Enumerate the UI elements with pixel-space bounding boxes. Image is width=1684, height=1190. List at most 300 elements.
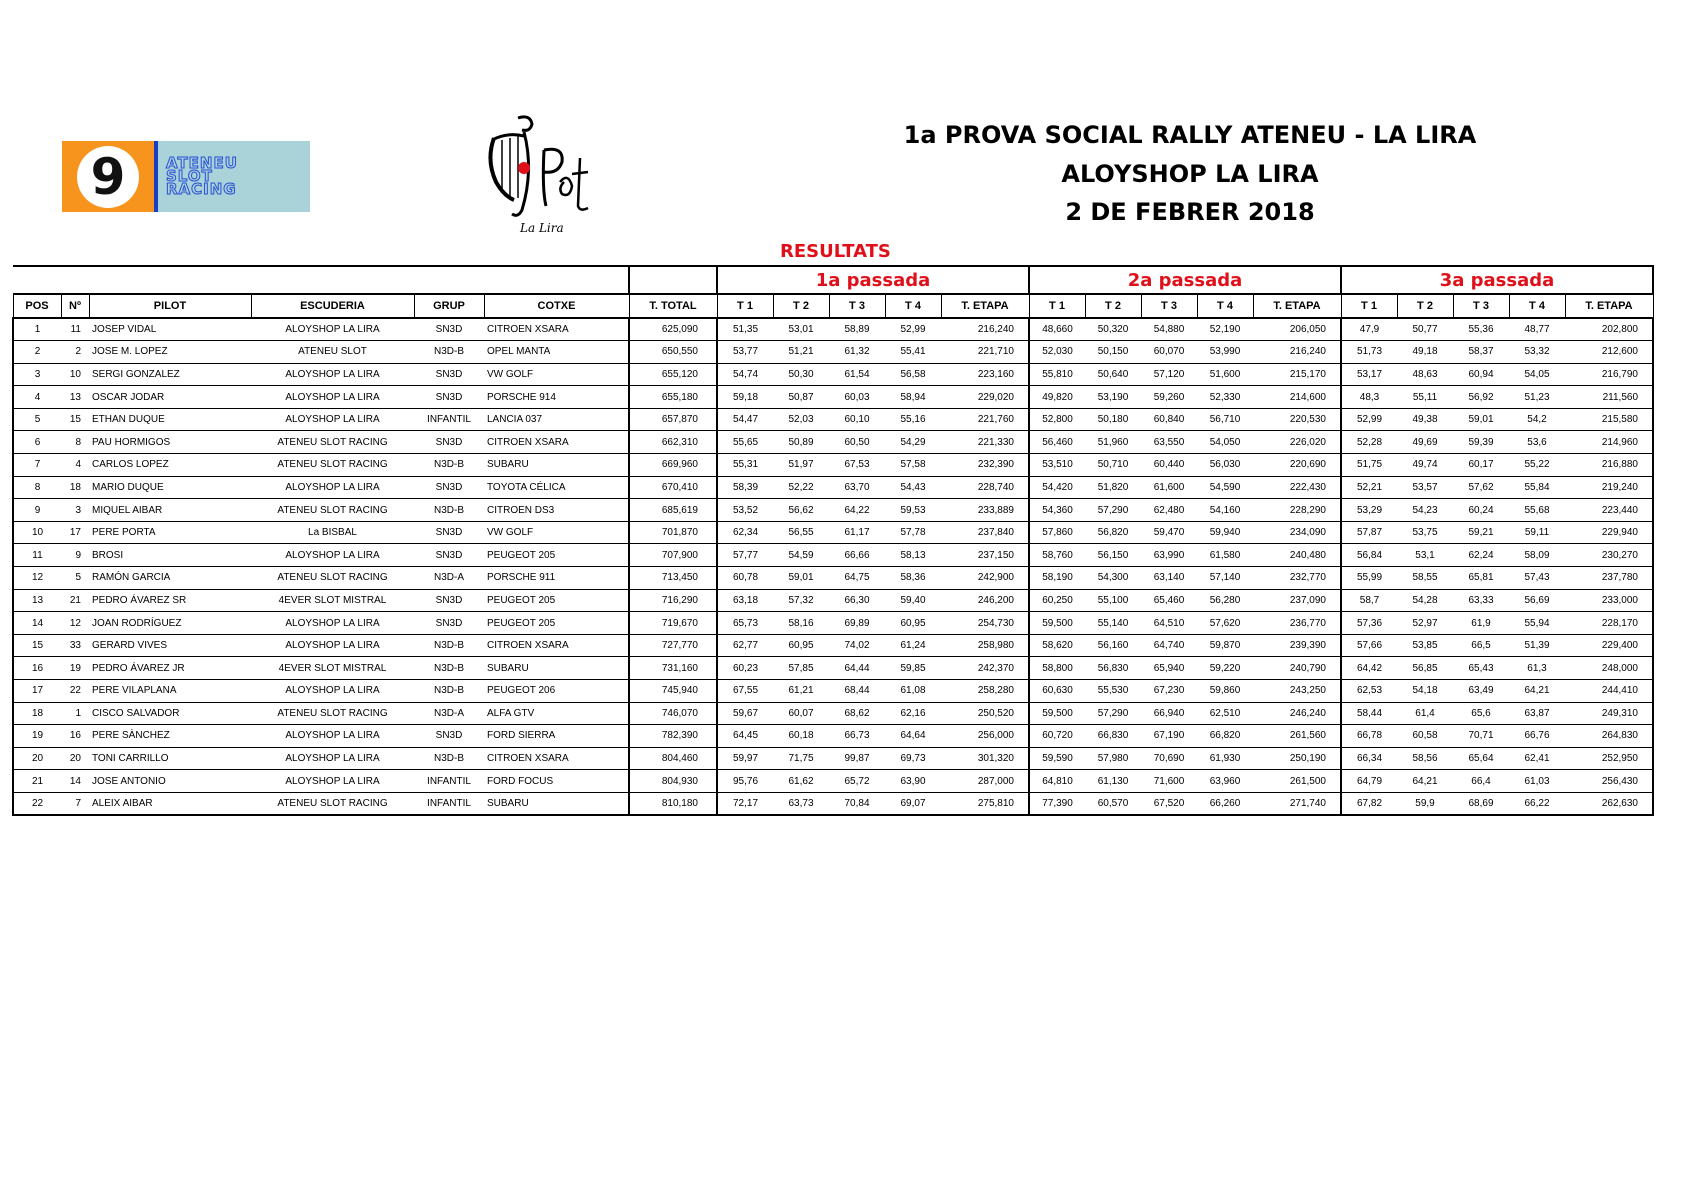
table-cell: CISCO SALVADOR xyxy=(89,702,251,725)
table-cell: 64,42 xyxy=(1341,657,1397,680)
table-cell: 63,18 xyxy=(717,589,773,612)
table-cell: INFANTIL xyxy=(414,408,484,431)
table-cell: 58,13 xyxy=(885,544,941,567)
table-cell: 237,780 xyxy=(1565,567,1653,590)
table-cell: 50,320 xyxy=(1085,318,1141,341)
table-cell: 60,720 xyxy=(1029,725,1085,748)
table-cell: ALOYSHOP LA LIRA xyxy=(251,770,414,793)
table-cell: 56,280 xyxy=(1197,589,1253,612)
table-cell: SUBARU xyxy=(484,454,629,477)
table-cell: 48,63 xyxy=(1397,363,1453,386)
table-cell: 53,01 xyxy=(773,318,829,341)
table-cell: 55,810 xyxy=(1029,363,1085,386)
table-cell: SN3D xyxy=(414,476,484,499)
table-cell: ATENEU SLOT xyxy=(251,341,414,364)
table-cell: PEUGEOT 205 xyxy=(484,544,629,567)
table-cell: 60,250 xyxy=(1029,589,1085,612)
table-cell: CITROEN XSARA xyxy=(484,318,629,341)
column-header: T 3 xyxy=(1453,294,1509,318)
table-row xyxy=(13,680,1653,703)
table-cell: ATENEU SLOT RACING xyxy=(251,567,414,590)
table-cell: 56,160 xyxy=(1085,634,1141,657)
table-cell: 707,900 xyxy=(629,544,717,567)
table-cell: 50,30 xyxy=(773,363,829,386)
table-cell: 68,62 xyxy=(829,702,885,725)
column-header-row xyxy=(13,294,1653,318)
table-cell: 10 xyxy=(61,363,89,386)
table-cell: 63,960 xyxy=(1197,770,1253,793)
table-cell: 248,000 xyxy=(1565,657,1653,680)
table-cell: 53,32 xyxy=(1509,341,1565,364)
table-cell: 11 xyxy=(13,544,61,567)
table-cell: SUBARU xyxy=(484,657,629,680)
table-cell: 56,84 xyxy=(1341,544,1397,567)
table-cell: 66,76 xyxy=(1509,725,1565,748)
table-cell: 5 xyxy=(61,567,89,590)
column-header: T 2 xyxy=(1085,294,1141,318)
table-cell: 51,39 xyxy=(1509,634,1565,657)
table-cell: 650,550 xyxy=(629,341,717,364)
table-row xyxy=(13,634,1653,657)
table-cell: 59,53 xyxy=(885,499,941,522)
group-3a-passada: 3a passada xyxy=(1341,266,1653,294)
table-cell: CITROEN DS3 xyxy=(484,499,629,522)
table-cell: 33 xyxy=(61,634,89,657)
table-cell: 59,85 xyxy=(885,657,941,680)
group-spacer xyxy=(629,266,717,294)
table-cell: 55,11 xyxy=(1397,386,1453,409)
table-cell: 61,600 xyxy=(1141,476,1197,499)
table-cell: 258,280 xyxy=(941,680,1029,703)
table-cell: 65,43 xyxy=(1453,657,1509,680)
table-cell: 58,55 xyxy=(1397,567,1453,590)
table-cell: 65,72 xyxy=(829,770,885,793)
table-cell: 58,36 xyxy=(885,567,941,590)
table-cell: 4 xyxy=(61,454,89,477)
table-cell: 2 xyxy=(13,341,61,364)
group-header-row xyxy=(13,266,1653,294)
table-cell: 62,41 xyxy=(1509,747,1565,770)
table-cell: 56,55 xyxy=(773,521,829,544)
table-cell: 216,240 xyxy=(941,318,1029,341)
table-cell: 51,73 xyxy=(1341,341,1397,364)
table-cell: SN3D xyxy=(414,318,484,341)
table-cell: 223,160 xyxy=(941,363,1029,386)
table-cell: 59,01 xyxy=(773,567,829,590)
table-cell: 58,7 xyxy=(1341,589,1397,612)
table-cell: 20 xyxy=(13,747,61,770)
table-row xyxy=(13,363,1653,386)
table-cell: 63,140 xyxy=(1141,567,1197,590)
column-header: COTXE xyxy=(484,294,629,318)
table-cell: 71,75 xyxy=(773,747,829,770)
table-cell: 53,85 xyxy=(1397,634,1453,657)
results-table-body xyxy=(13,266,1653,815)
logo-text-line: ATENEU xyxy=(166,154,238,172)
table-cell: 56,58 xyxy=(885,363,941,386)
table-cell: 60,95 xyxy=(885,612,941,635)
table-cell: ALOYSHOP LA LIRA xyxy=(251,363,414,386)
table-cell: 66,4 xyxy=(1453,770,1509,793)
table-cell: 60,50 xyxy=(829,431,885,454)
table-cell: 55,140 xyxy=(1085,612,1141,635)
table-cell: 51,21 xyxy=(773,341,829,364)
table-cell: N3D-B xyxy=(414,499,484,522)
table-cell: 220,690 xyxy=(1253,454,1341,477)
table-cell: 60,78 xyxy=(717,567,773,590)
table-cell: 61,21 xyxy=(773,680,829,703)
table-cell: 59,260 xyxy=(1141,386,1197,409)
table-cell: 60,18 xyxy=(773,725,829,748)
table-cell: 59,500 xyxy=(1029,702,1085,725)
table-cell: 64,44 xyxy=(829,657,885,680)
table-cell: 59,11 xyxy=(1509,521,1565,544)
table-cell: 60,07 xyxy=(773,702,829,725)
table-cell: 57,62 xyxy=(1453,476,1509,499)
table-cell: 237,150 xyxy=(941,544,1029,567)
page-title: 1a PROVA SOCIAL RALLY ATENEU - LA LIRA xyxy=(903,121,1477,149)
table-cell: 51,23 xyxy=(1509,386,1565,409)
table-cell: 77,390 xyxy=(1029,792,1085,815)
table-cell: N3D-B xyxy=(414,341,484,364)
table-cell: CITROEN XSARA xyxy=(484,747,629,770)
table-cell: CITROEN XSARA xyxy=(484,634,629,657)
table-row xyxy=(13,341,1653,364)
table-cell: 55,22 xyxy=(1509,454,1565,477)
table-cell: 60,440 xyxy=(1141,454,1197,477)
table-cell: 59,940 xyxy=(1197,521,1253,544)
table-cell: 13 xyxy=(61,386,89,409)
table-cell: 745,940 xyxy=(629,680,717,703)
table-cell: SN3D xyxy=(414,431,484,454)
table-cell: 55,36 xyxy=(1453,318,1509,341)
table-cell: 243,250 xyxy=(1253,680,1341,703)
table-cell: 226,020 xyxy=(1253,431,1341,454)
table-cell: 228,170 xyxy=(1565,612,1653,635)
table-cell: ETHAN DUQUE xyxy=(89,408,251,431)
ateneu-slot-racing-logo xyxy=(62,141,310,212)
table-cell: SN3D xyxy=(414,725,484,748)
table-cell: 48,3 xyxy=(1341,386,1397,409)
table-cell: ALOYSHOP LA LIRA xyxy=(251,725,414,748)
table-cell: 236,770 xyxy=(1253,612,1341,635)
table-cell: 52,99 xyxy=(885,318,941,341)
table-cell: 287,000 xyxy=(941,770,1029,793)
table-cell: 220,530 xyxy=(1253,408,1341,431)
table-cell: 258,980 xyxy=(941,634,1029,657)
table-cell: N3D-B xyxy=(414,657,484,680)
table-cell: INFANTIL xyxy=(414,770,484,793)
table-cell: 211,560 xyxy=(1565,386,1653,409)
table-cell: 56,85 xyxy=(1397,657,1453,680)
table-cell: 59,39 xyxy=(1453,431,1509,454)
table-cell: 50,89 xyxy=(773,431,829,454)
table-cell: N3D-B xyxy=(414,454,484,477)
table-cell: 56,820 xyxy=(1085,521,1141,544)
table-cell: 9 xyxy=(61,544,89,567)
table-row xyxy=(13,612,1653,635)
table-cell: 64,75 xyxy=(829,567,885,590)
table-cell: 62,34 xyxy=(717,521,773,544)
table-cell: 59,01 xyxy=(1453,408,1509,431)
table-cell: 63,49 xyxy=(1453,680,1509,703)
table-cell: ALOYSHOP LA LIRA xyxy=(251,612,414,635)
group-1a-passada: 1a passada xyxy=(717,266,1029,294)
logo-caption: La Lira xyxy=(520,221,564,235)
table-cell: 52,330 xyxy=(1197,386,1253,409)
table-cell: 54,74 xyxy=(717,363,773,386)
table-cell: 53,510 xyxy=(1029,454,1085,477)
table-cell: 52,28 xyxy=(1341,431,1397,454)
table-cell: 58,94 xyxy=(885,386,941,409)
table-cell: 56,710 xyxy=(1197,408,1253,431)
table-cell: 804,460 xyxy=(629,747,717,770)
table-cell: RAMÓN GARCIA xyxy=(89,567,251,590)
table-cell: 9 xyxy=(13,499,61,522)
table-cell: N3D-B xyxy=(414,634,484,657)
table-cell: 52,800 xyxy=(1029,408,1085,431)
table-cell: 57,980 xyxy=(1085,747,1141,770)
table-cell: ATENEU SLOT RACING xyxy=(251,792,414,815)
table-row xyxy=(13,318,1653,341)
table-cell: 239,390 xyxy=(1253,634,1341,657)
table-cell: 216,790 xyxy=(1565,363,1653,386)
table-cell: 22 xyxy=(13,792,61,815)
table-cell: LANCIA 037 xyxy=(484,408,629,431)
table-cell: 15 xyxy=(13,634,61,657)
table-cell: 1 xyxy=(61,702,89,725)
table-cell: JOSE ANTONIO xyxy=(89,770,251,793)
table-cell: ALOYSHOP LA LIRA xyxy=(251,680,414,703)
table-cell: 62,53 xyxy=(1341,680,1397,703)
table-cell: 59,97 xyxy=(717,747,773,770)
table-cell: 62,77 xyxy=(717,634,773,657)
table-cell: 57,140 xyxy=(1197,567,1253,590)
table-cell: 51,600 xyxy=(1197,363,1253,386)
table-cell: N3D-A xyxy=(414,567,484,590)
column-header: POS xyxy=(13,294,61,318)
table-cell: 66,66 xyxy=(829,544,885,567)
table-cell: 55,84 xyxy=(1509,476,1565,499)
table-cell: 219,240 xyxy=(1565,476,1653,499)
table-cell: INFANTIL xyxy=(414,792,484,815)
table-cell: 63,33 xyxy=(1453,589,1509,612)
group-2a-passada: 2a passada xyxy=(1029,266,1341,294)
table-cell: 216,880 xyxy=(1565,454,1653,477)
table-cell: 50,87 xyxy=(773,386,829,409)
table-cell: 55,68 xyxy=(1509,499,1565,522)
table-cell: 54,050 xyxy=(1197,431,1253,454)
la-lira-slot-logo xyxy=(472,110,602,235)
table-cell: 54,2 xyxy=(1509,408,1565,431)
table-cell: PERE VILAPLANA xyxy=(89,680,251,703)
page-date: 2 DE FEBRER 2018 xyxy=(1065,198,1315,226)
table-cell: 18 xyxy=(61,476,89,499)
table-cell: 215,580 xyxy=(1565,408,1653,431)
table-cell: 301,320 xyxy=(941,747,1029,770)
table-cell: 55,31 xyxy=(717,454,773,477)
table-cell: 61,17 xyxy=(829,521,885,544)
table-cell: 221,710 xyxy=(941,341,1029,364)
column-header: T. ETAPA xyxy=(941,294,1029,318)
table-cell: 52,22 xyxy=(773,476,829,499)
table-cell: JOSEP VIDAL xyxy=(89,318,251,341)
table-cell: 11 xyxy=(61,318,89,341)
logo-text-line: SLOT xyxy=(166,167,213,185)
table-cell: SN3D xyxy=(414,386,484,409)
table-cell: 72,17 xyxy=(717,792,773,815)
table-cell: 99,87 xyxy=(829,747,885,770)
table-cell: 59,9 xyxy=(1397,792,1453,815)
table-cell: 68,44 xyxy=(829,680,885,703)
table-cell: 228,290 xyxy=(1253,499,1341,522)
table-cell: 63,990 xyxy=(1141,544,1197,567)
table-cell: 16 xyxy=(61,725,89,748)
table-cell: SN3D xyxy=(414,521,484,544)
table-row xyxy=(13,476,1653,499)
table-cell: MIQUEL AIBAR xyxy=(89,499,251,522)
column-header: T. ETAPA xyxy=(1253,294,1341,318)
table-cell: 223,440 xyxy=(1565,499,1653,522)
column-header: T. ETAPA xyxy=(1565,294,1653,318)
table-cell: 63,550 xyxy=(1141,431,1197,454)
table-cell: 229,400 xyxy=(1565,634,1653,657)
table-cell: 62,16 xyxy=(885,702,941,725)
table-cell: 60,23 xyxy=(717,657,773,680)
results-table xyxy=(12,265,1654,816)
table-cell: 66,78 xyxy=(1341,725,1397,748)
table-cell: 17 xyxy=(13,680,61,703)
table-cell: 4EVER SLOT MISTRAL xyxy=(251,589,414,612)
table-cell: 56,150 xyxy=(1085,544,1141,567)
table-cell: 254,730 xyxy=(941,612,1029,635)
table-cell: 74,02 xyxy=(829,634,885,657)
table-cell: 66,30 xyxy=(829,589,885,612)
table-cell: 14 xyxy=(13,612,61,635)
table-cell: CARLOS LOPEZ xyxy=(89,454,251,477)
table-row xyxy=(13,702,1653,725)
table-cell: 58,09 xyxy=(1509,544,1565,567)
table-cell: 55,65 xyxy=(717,431,773,454)
table-cell: FORD SIERRA xyxy=(484,725,629,748)
table-cell: 52,030 xyxy=(1029,341,1085,364)
table-cell: 60,95 xyxy=(773,634,829,657)
table-cell: 61,54 xyxy=(829,363,885,386)
table-cell: 54,43 xyxy=(885,476,941,499)
column-header: PILOT xyxy=(89,294,251,318)
table-cell: 68,69 xyxy=(1453,792,1509,815)
table-cell: PEDRO ÁVAREZ SR xyxy=(89,589,251,612)
table-cell: 56,69 xyxy=(1509,589,1565,612)
table-cell: 246,240 xyxy=(1253,702,1341,725)
table-cell: 61,4 xyxy=(1397,702,1453,725)
table-cell: 256,430 xyxy=(1565,770,1653,793)
column-header: T 3 xyxy=(1141,294,1197,318)
column-header: T 1 xyxy=(1341,294,1397,318)
table-cell: 48,77 xyxy=(1509,318,1565,341)
table-cell: 57,43 xyxy=(1509,567,1565,590)
table-cell: 4 xyxy=(13,386,61,409)
table-cell: 57,620 xyxy=(1197,612,1253,635)
table-cell: 49,18 xyxy=(1397,341,1453,364)
column-header: T 2 xyxy=(773,294,829,318)
table-cell: 244,410 xyxy=(1565,680,1653,703)
table-row xyxy=(13,521,1653,544)
table-cell: 59,500 xyxy=(1029,612,1085,635)
logo-number-badge xyxy=(62,141,154,212)
table-cell: ALOYSHOP LA LIRA xyxy=(251,544,414,567)
table-cell: 206,050 xyxy=(1253,318,1341,341)
table-cell: 261,560 xyxy=(1253,725,1341,748)
table-cell: 56,62 xyxy=(773,499,829,522)
table-cell: 719,670 xyxy=(629,612,717,635)
table-cell: 17 xyxy=(61,521,89,544)
table-cell: 22 xyxy=(61,680,89,703)
table-cell: 261,500 xyxy=(1253,770,1341,793)
table-cell: PEUGEOT 205 xyxy=(484,612,629,635)
table-cell: 54,880 xyxy=(1141,318,1197,341)
table-cell: 655,120 xyxy=(629,363,717,386)
table-cell: 47,9 xyxy=(1341,318,1397,341)
table-cell: 59,67 xyxy=(717,702,773,725)
table-cell: 21 xyxy=(61,589,89,612)
table-cell: PERE PORTA xyxy=(89,521,251,544)
table-cell: 60,630 xyxy=(1029,680,1085,703)
table-cell: 1 xyxy=(13,318,61,341)
table-cell: 20 xyxy=(61,747,89,770)
table-cell: 54,420 xyxy=(1029,476,1085,499)
table-row xyxy=(13,657,1653,680)
table-cell: 66,73 xyxy=(829,725,885,748)
table-cell: 64,21 xyxy=(1397,770,1453,793)
table-cell: 57,290 xyxy=(1085,499,1141,522)
table-cell: 69,73 xyxy=(885,747,941,770)
table-cell: 51,820 xyxy=(1085,476,1141,499)
table-cell: 5 xyxy=(13,408,61,431)
table-cell: 21 xyxy=(13,770,61,793)
table-row xyxy=(13,386,1653,409)
table-cell: 67,520 xyxy=(1141,792,1197,815)
table-cell: 65,73 xyxy=(717,612,773,635)
table-cell: 7 xyxy=(61,792,89,815)
table-cell: 49,74 xyxy=(1397,454,1453,477)
table-cell: 256,000 xyxy=(941,725,1029,748)
column-header: T 1 xyxy=(1029,294,1085,318)
table-cell: MARIO DUQUE xyxy=(89,476,251,499)
table-cell: 57,87 xyxy=(1341,521,1397,544)
table-cell: 233,000 xyxy=(1565,589,1653,612)
table-cell: 60,17 xyxy=(1453,454,1509,477)
table-cell: 69,07 xyxy=(885,792,941,815)
table-cell: 60,570 xyxy=(1085,792,1141,815)
table-cell: ALOYSHOP LA LIRA xyxy=(251,634,414,657)
table-cell: 221,330 xyxy=(941,431,1029,454)
table-cell: 249,310 xyxy=(1565,702,1653,725)
logo-text-panel xyxy=(158,141,310,212)
table-cell: 59,21 xyxy=(1453,521,1509,544)
table-cell: 8 xyxy=(13,476,61,499)
table-cell: 62,510 xyxy=(1197,702,1253,725)
table-cell: 55,530 xyxy=(1085,680,1141,703)
table-cell: 70,690 xyxy=(1141,747,1197,770)
column-header: ESCUDERIA xyxy=(251,294,414,318)
table-cell: SUBARU xyxy=(484,792,629,815)
table-cell: 216,240 xyxy=(1253,341,1341,364)
column-header: T. TOTAL xyxy=(629,294,717,318)
table-cell: 60,03 xyxy=(829,386,885,409)
table-cell: PERE SÀNCHEZ xyxy=(89,725,251,748)
table-cell: 67,230 xyxy=(1141,680,1197,703)
